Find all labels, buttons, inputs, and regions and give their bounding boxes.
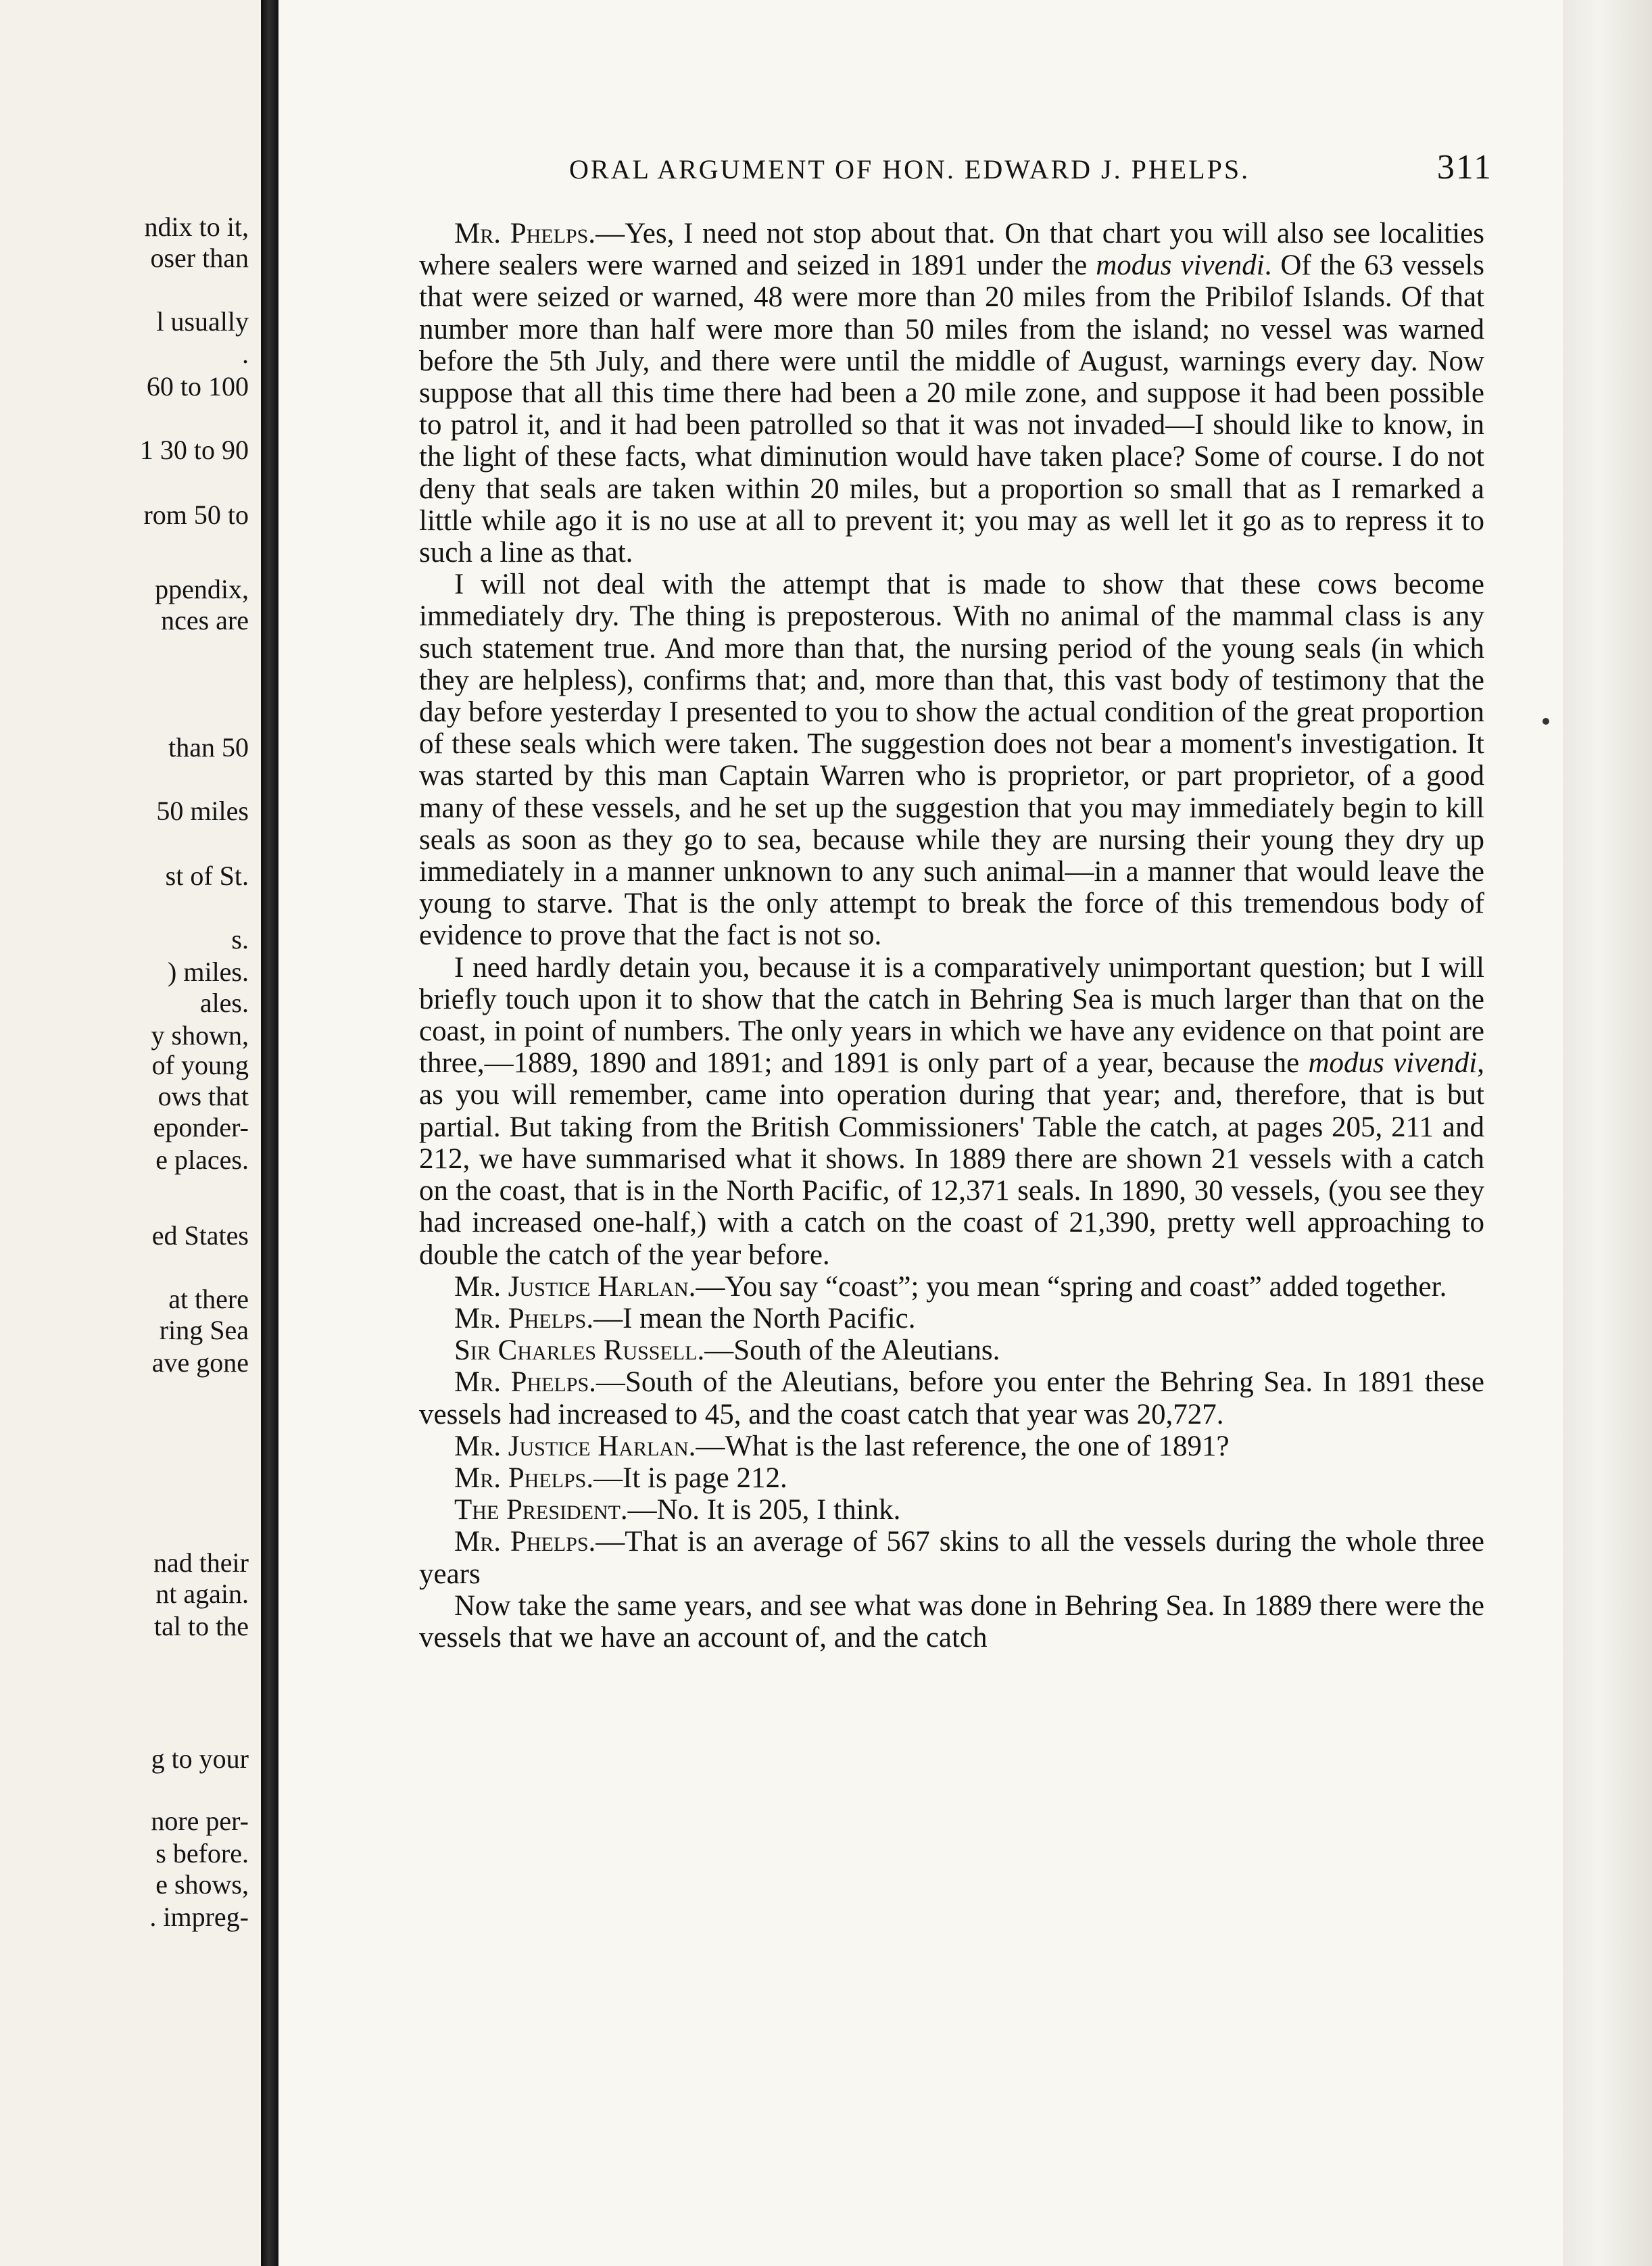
left-page-fragment: . impreg-	[149, 1902, 249, 1932]
paragraph-text: I will not deal with the attempt that is made to show that these cows become immediately dry. The thing is preposterous. With no animal of the mammal class is any such statement true. And more than that, the nursing period of the young seals (in which they are helpless), confirms that; and, more than that, this vast body of testimony that the day before yesterday I presented to you to show the actual condition of the great proportion of these seals which were taken. The suggestion does not bear a moment's investigation. It was started by this man Captain Warren who is proprietor, or part proprietor, of a good many of these vessels, and he set up the suggestion that you may immediately begin to kill seals as soon as they go to sea, because while they are nursing their young they dry up immediately in a manner unknown to any such animal—in a manner that would leave the young to starve. That is the only attempt to break the force of this tremendous body of evidence to prove that the fact is not so.	[419, 569, 1484, 952]
paragraph-text: Now take the same years, and see what was done in Behring Sea. In 1889 there were the vessels that we have an account of, and the catch	[419, 1589, 1484, 1654]
paragraph	[419, 1334, 1484, 1366]
left-page-fragment: 50 miles	[156, 796, 249, 826]
speaker-name: Sir Charles Russell.	[454, 1334, 705, 1367]
running-title: ORAL ARGUMENT OF HON. EDWARD J. PHELPS.	[569, 154, 1250, 185]
body-text	[419, 218, 1484, 1654]
left-page-fragment: 60 to 100	[146, 371, 249, 402]
left-page-edge	[0, 0, 261, 2266]
paragraph	[419, 218, 1484, 569]
left-page-fragment: nad their	[153, 1547, 249, 1578]
left-page-fragment: eponder-	[153, 1112, 249, 1142]
paragraph-text: —What is the last reference, the one of 1891?	[696, 1430, 1230, 1462]
speaker-name: Mr. Phelps.	[454, 218, 596, 249]
speaker-name: Mr. Phelps.	[454, 1302, 594, 1334]
left-page-fragment: 1 30 to 90	[139, 435, 249, 465]
left-page-fragment: s before.	[155, 1838, 249, 1869]
paragraph	[419, 569, 1484, 951]
speaker-name: Mr. Phelps.	[454, 1462, 594, 1494]
book-gutter	[261, 0, 278, 2266]
speaker-name: The President.	[454, 1494, 628, 1526]
paragraph	[419, 1303, 1484, 1334]
page-edge-right	[1563, 0, 1652, 2266]
left-page-fragment: e shows,	[155, 1869, 249, 1900]
paragraph-text: —No. It is 205, I think.	[627, 1494, 901, 1526]
paragraph-text: —South of the Aleutians, before you enter the Behring Sea. In 1891 these vessels had increased to 45, and the coast catch that year was 20,727.	[419, 1366, 1484, 1430]
speaker-name: Mr. Justice Harlan.	[454, 1430, 696, 1462]
left-page-fragment: tal to the	[154, 1611, 249, 1641]
left-page-fragment: rom 50 to	[143, 500, 249, 530]
paragraph	[419, 1462, 1484, 1494]
paragraph	[419, 1590, 1484, 1654]
left-page-fragment: nt again.	[155, 1578, 249, 1609]
left-page-fragment: ndix to it,	[144, 212, 249, 242]
italic-phrase: modus vivendi	[1308, 1047, 1478, 1080]
paragraph	[419, 952, 1484, 1271]
paragraph-text: I need hardly detain you, because it is a comparatively unimportant question; but I will briefly touch upon it to show that the catch in Behring Sea is much larger than that on the coast, in point of numbers. The only years in which we have any evidence on that point are three,—1889, 1890 and 1891; and 1891 is only part of a year, because the	[419, 951, 1484, 1080]
paragraph	[419, 1366, 1484, 1430]
left-page-fragment: nces are	[161, 605, 249, 635]
paragraph	[419, 1271, 1484, 1303]
paragraph	[419, 1494, 1484, 1526]
left-page-fragment: l usually	[156, 306, 249, 337]
paragraph	[419, 1526, 1484, 1589]
left-page-fragment: y shown,	[151, 1020, 249, 1051]
running-head	[569, 147, 1492, 187]
left-page-fragment: e places.	[155, 1144, 249, 1175]
italic-phrase: modus vivendi	[1096, 249, 1265, 282]
left-page-fragment: of young	[151, 1050, 249, 1080]
paragraph-text-continued: . Of the 63 vessels that were seized or warned, 48 were more than 20 miles from the Pribilof Islands. Of that number more than half were more than 50 miles from the island; no vessel was warned before the 5th July, and there were until the middle of August, warnings every day. Now suppose that all this time there had been a 20 mile zone, and suppose it had been possible to patrol it, and it had been patrolled so that it was not invaded—I should like to know, in the light of these facts, what diminution would have taken place? Some of course. I do not deny that seals are taken within 20 miles, but a proportion so small that as I remarked a little while ago it is no use at all to prevent it; you may as well let it go as to repress it to such a line as that.	[419, 249, 1485, 569]
paragraph-text-continued: , as you will remember, came into operation during that year; and, therefore, that is but partial. But taking from the British Commissioners' Table the catch, at pages 205, 211 and 212, we have summarised what it shows. In 1889 there are shown 21 vessels with a catch on the coast, that is in the North Pacific, of 12,371 seals. In 1890, 30 vessels, (you see they had increased one-half,) with a catch on the coast of 21,390, pretty well approaching to double the catch of the year before.	[419, 1047, 1484, 1271]
paragraph-text: —You say “coast”; you mean “spring and coast” added together.	[696, 1270, 1447, 1303]
paragraph-text: —South of the Aleutians.	[704, 1334, 1000, 1367]
left-page-fragment: nore per-	[151, 1806, 249, 1836]
left-page-fragment: ) miles.	[168, 957, 249, 987]
paragraph	[419, 1430, 1484, 1462]
paragraph-text: —It is page 212.	[593, 1462, 787, 1494]
left-page-fragment: .	[242, 339, 249, 369]
left-page-fragment: st of St.	[165, 861, 249, 891]
paragraph-text: —Yes, I need not stop about that. On that chart you will also see localities where sealers were warned and seized in 1891 under the	[419, 218, 1484, 282]
left-page-fragment: than 50	[168, 732, 249, 763]
page-number: 311	[1436, 148, 1492, 187]
speaker-name: Mr. Phelps.	[454, 1366, 596, 1399]
left-page-fragment: ring Sea	[159, 1315, 249, 1345]
left-page-fragment: oser than	[150, 243, 249, 273]
left-page-fragment: ales.	[199, 988, 249, 1018]
speaker-name: Mr. Phelps.	[454, 1526, 596, 1558]
left-page-fragment: ave gone	[151, 1347, 249, 1378]
left-page-fragment: s.	[231, 924, 249, 955]
ink-speck	[1542, 718, 1549, 725]
paragraph-text: —That is an average of 567 skins to all the vessels during the whole three years	[419, 1526, 1484, 1590]
left-page-fragment: at there	[168, 1284, 249, 1314]
left-page-fragment: ows that	[157, 1081, 249, 1111]
left-page-fragment: ppendix,	[155, 574, 249, 604]
speaker-name: Mr. Justice Harlan.	[454, 1270, 696, 1303]
left-page-fragment: ed States	[151, 1220, 249, 1251]
paragraph-text: —I mean the North Pacific.	[593, 1302, 916, 1334]
left-page-fragment: g to your	[151, 1743, 249, 1774]
